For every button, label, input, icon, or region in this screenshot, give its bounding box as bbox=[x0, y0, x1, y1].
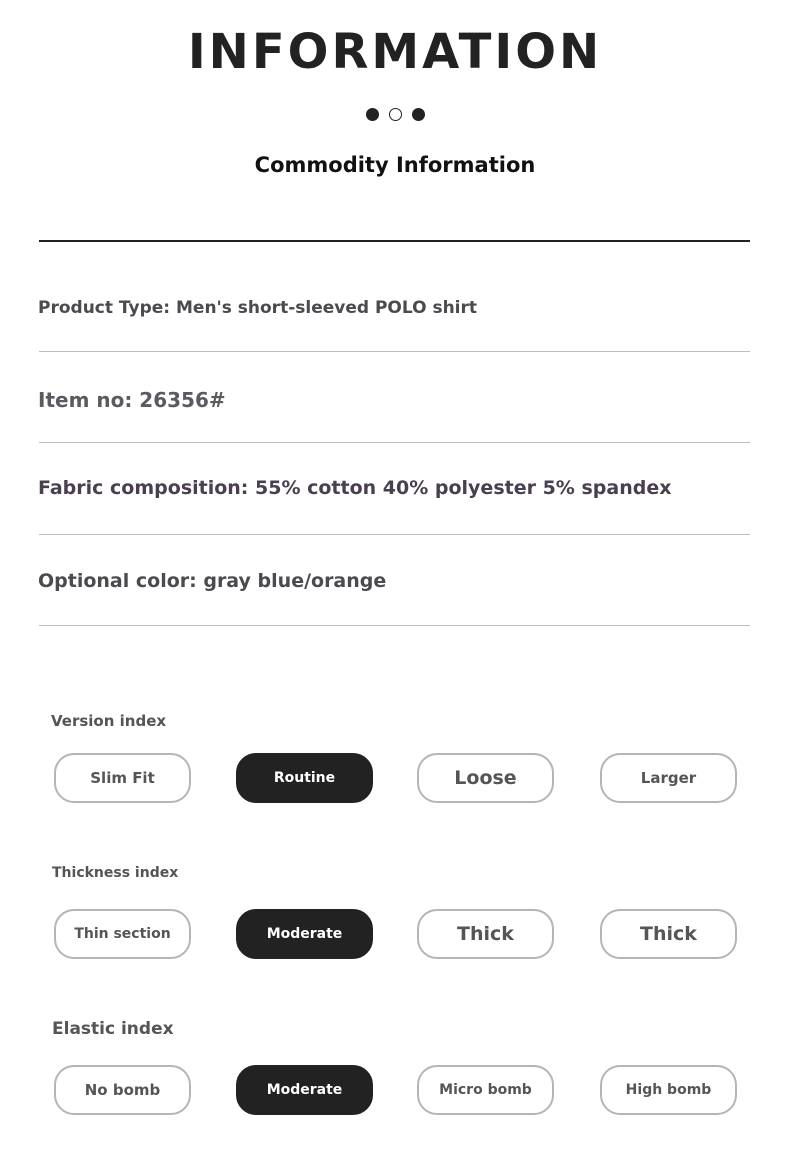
option-thick[interactable]: Thick bbox=[417, 909, 554, 959]
option-thick-2[interactable]: Thick bbox=[600, 909, 737, 959]
option-micro-bomb[interactable]: Micro bomb bbox=[417, 1065, 554, 1115]
pagination-dots bbox=[0, 108, 790, 122]
option-slim-fit[interactable]: Slim Fit bbox=[54, 753, 191, 803]
thickness-index-options bbox=[54, 909, 738, 959]
thickness-index-label: Thickness index bbox=[52, 865, 179, 881]
elastic-index-options bbox=[54, 1065, 738, 1115]
version-index-label: Version index bbox=[51, 712, 167, 730]
divider bbox=[39, 240, 750, 242]
product-type-text: Product Type: Men's short-sleeved POLO shirt bbox=[38, 298, 478, 318]
optional-color-text: Optional color: gray blue/orange bbox=[38, 570, 387, 592]
divider bbox=[39, 351, 750, 352]
option-moderate-selected[interactable]: Moderate bbox=[236, 909, 373, 959]
option-larger[interactable]: Larger bbox=[600, 753, 737, 803]
divider bbox=[39, 534, 750, 535]
item-number-text: Item no: 26356# bbox=[38, 388, 226, 412]
version-index-options bbox=[54, 753, 738, 803]
option-moderate-selected[interactable]: Moderate bbox=[236, 1065, 373, 1115]
divider bbox=[39, 625, 750, 626]
option-routine-selected[interactable]: Routine bbox=[236, 753, 373, 803]
option-high-bomb[interactable]: High bomb bbox=[600, 1065, 737, 1115]
pagination-dot[interactable] bbox=[366, 108, 379, 121]
fabric-composition-text: Fabric composition: 55% cotton 40% polyester 5% spandex bbox=[38, 477, 672, 499]
section-subtitle: Commodity Information bbox=[254, 153, 536, 177]
option-thin-section[interactable]: Thin section bbox=[54, 909, 191, 959]
pagination-dot[interactable] bbox=[412, 108, 425, 121]
option-no-bomb[interactable]: No bomb bbox=[54, 1065, 191, 1115]
pagination-dot-active[interactable] bbox=[389, 108, 402, 121]
elastic-index-label: Elastic index bbox=[52, 1019, 174, 1039]
page-title: INFORMATION bbox=[187, 24, 603, 80]
option-loose[interactable]: Loose bbox=[417, 753, 554, 803]
divider bbox=[39, 442, 750, 443]
